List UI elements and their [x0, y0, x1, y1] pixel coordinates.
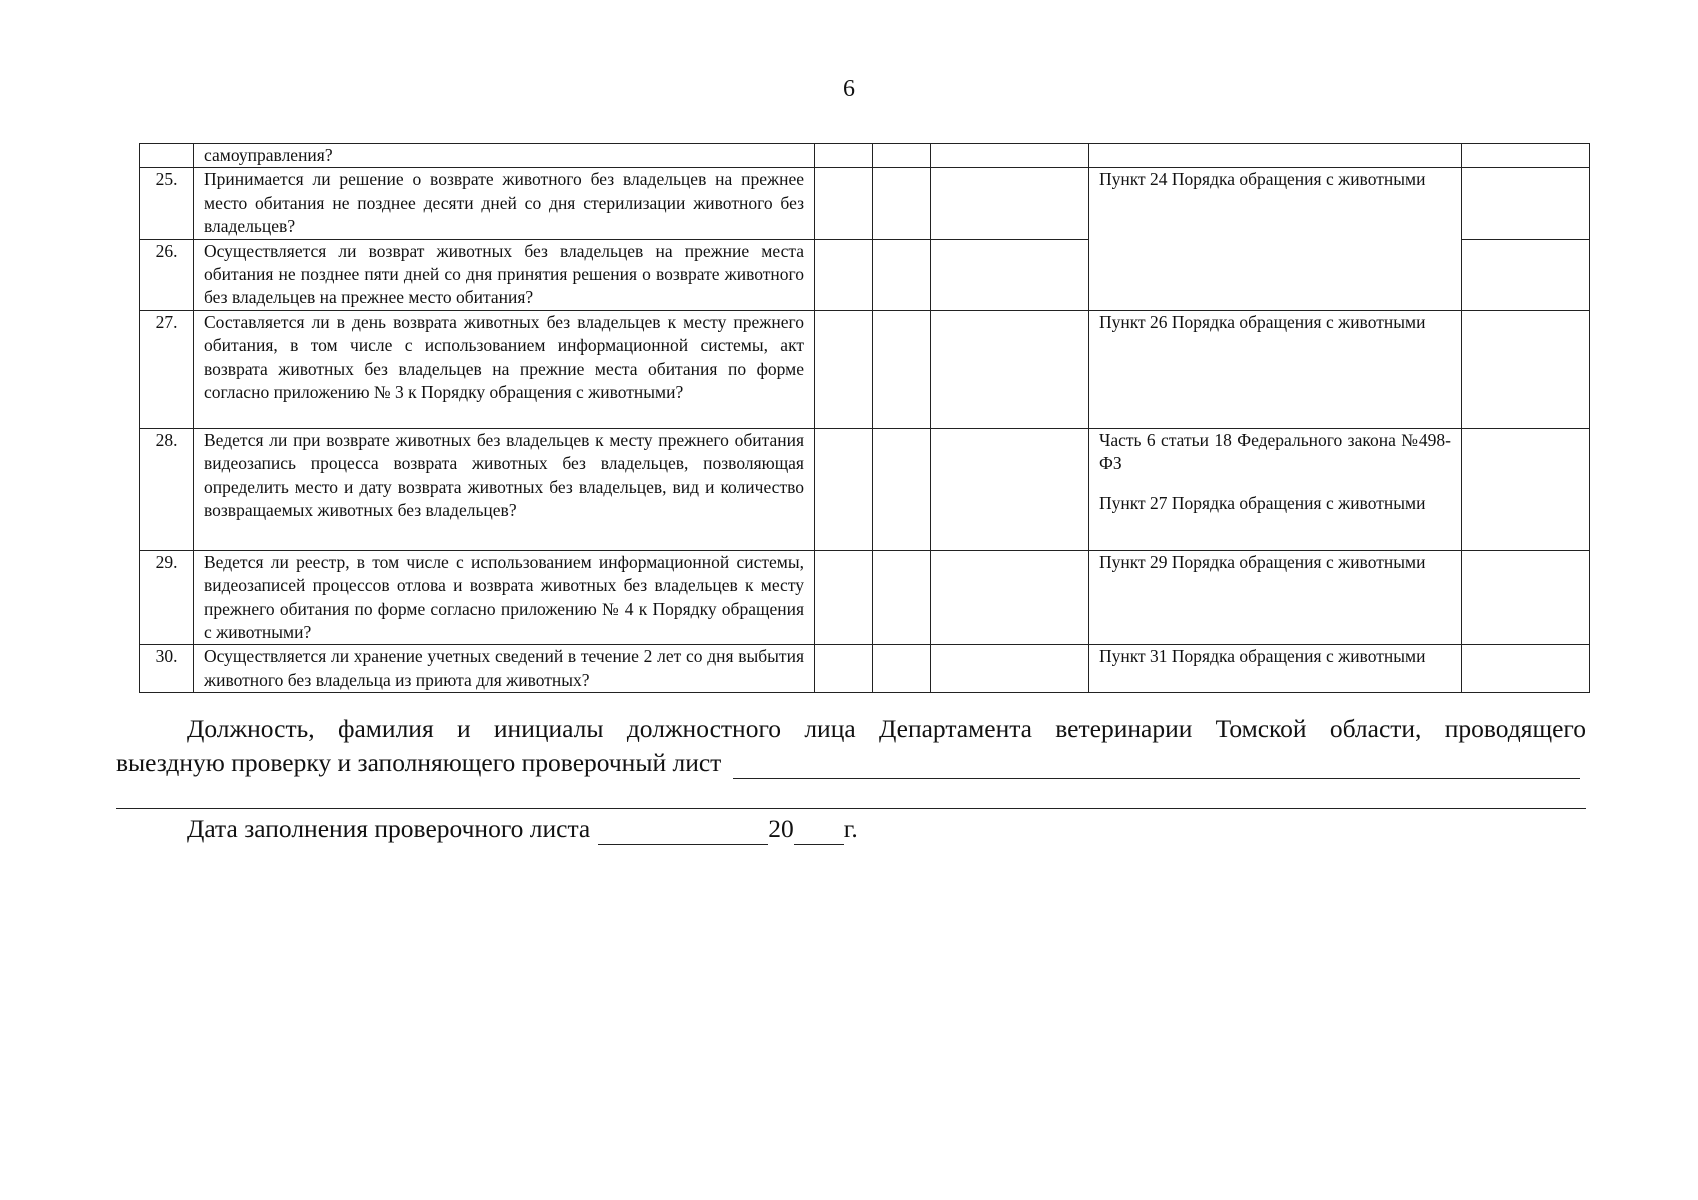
answer-no-cell [873, 310, 931, 428]
row-number: 27. [140, 310, 194, 428]
row-question: Осуществляется ли возврат животных без владельцев на прежние места обитания не позднее пяти дней со дня принятия решения о возврате животного без владельцев на прежнее место обитания? [194, 239, 815, 310]
row-question: Ведется ли при возврате животных без владельцев к месту прежнего обитания видеозапись процесса возврата животных без владельцев, позволяющая определить место и дату возврата животных без владельцев, вид и количество возвращаемых животных без владельцев? [194, 428, 815, 550]
row-question: Ведется ли реестр, в том числе с использованием информационной системы, видеозаписей процессов отлова и возврата животных без владельцев к месту прежнего обитания по форме согласно приложению № 4 к Порядку обращения с животными? [194, 550, 815, 645]
row-question: Осуществляется ли хранение учетных сведений в течение 2 лет со дня выбытия животного без владельца из приюта для животных? [194, 645, 815, 693]
reference-federal-law: Часть 6 статьи 18 Федерального закона №498-ФЗ [1099, 429, 1451, 474]
row-note-cell [1462, 168, 1590, 239]
row-note-cell [1462, 645, 1590, 693]
row-question: Составляется ли в день возврата животных без владельцев к месту прежнего обитания, в том числе с использованием информационной системы, акт возврата животных без владельцев на прежние места обитания по форме согласно приложению № 3 к Порядку обращения с животными? [194, 310, 815, 428]
row-reference: Пункт 24 Порядка обращения с животными [1089, 168, 1462, 310]
row-number: 26. [140, 239, 194, 310]
answer-no-cell [873, 645, 931, 693]
answer-no-cell [873, 239, 931, 310]
inspector-position-line [116, 746, 1586, 779]
inspector-position-label: Должность, фамилия и инициалы должностного лица Департамента ветеринарии Томской области, проводящего [187, 714, 1586, 743]
answer-na-cell [931, 428, 1089, 550]
table-row [140, 144, 1590, 168]
table-row [140, 428, 1590, 550]
answer-no-cell [873, 168, 931, 239]
answer-na-cell [931, 645, 1089, 693]
row-reference [1089, 144, 1462, 168]
fill-date-year-suffix: г. [843, 814, 858, 843]
table-row [140, 645, 1590, 693]
row-reference: Пункт 31 Порядка обращения с животными [1089, 645, 1462, 693]
answer-no-cell [873, 428, 931, 550]
answer-yes-cell [815, 550, 873, 645]
answer-na-cell [931, 550, 1089, 645]
row-reference: Пункт 29 Порядка обращения с животными [1089, 550, 1462, 645]
row-note-cell [1462, 428, 1590, 550]
answer-yes-cell [815, 239, 873, 310]
row-reference [1089, 428, 1462, 550]
row-number: 28. [140, 428, 194, 550]
row-number: 30. [140, 645, 194, 693]
inspector-position-label-cont: выездную проверку и заполняющего проверочный лист [116, 748, 722, 777]
row-note-cell [1462, 144, 1590, 168]
table-row [140, 550, 1590, 645]
answer-yes-cell [815, 428, 873, 550]
row-number: 25. [140, 168, 194, 239]
row-number: 29. [140, 550, 194, 645]
row-question: Принимается ли решение о возврате животного без владельцев на прежнее место обитания не позднее десяти дней со дня стерилизации животного без владельцев? [194, 168, 815, 239]
page-number: 6 [843, 76, 855, 102]
reference-order-item: Пункт 27 Порядка обращения с животными [1099, 492, 1426, 513]
answer-na-cell [931, 144, 1089, 168]
answer-na-cell [931, 168, 1089, 239]
answer-na-cell [931, 239, 1089, 310]
answer-yes-cell [815, 144, 873, 168]
answer-no-cell [873, 144, 931, 168]
row-number [140, 144, 194, 168]
row-note-cell [1462, 239, 1590, 310]
answer-yes-cell [815, 168, 873, 239]
answer-no-cell [873, 550, 931, 645]
row-question: самоуправления? [194, 144, 815, 168]
table-row [140, 310, 1590, 428]
answer-na-cell [931, 310, 1089, 428]
answer-yes-cell [815, 645, 873, 693]
fill-date-year-prefix: 20 [768, 814, 794, 843]
fill-date-day-month-field[interactable] [598, 817, 768, 845]
row-note-cell [1462, 550, 1590, 645]
fill-date-line [187, 812, 858, 845]
row-reference: Пункт 26 Порядка обращения с животными [1089, 310, 1462, 428]
row-note-cell [1462, 310, 1590, 428]
table-row [140, 168, 1590, 239]
fill-date-year-field[interactable] [794, 817, 844, 845]
answer-yes-cell [815, 310, 873, 428]
inspector-signature-field[interactable] [733, 751, 1580, 779]
checklist-table [139, 143, 1590, 693]
inspector-extra-line-field[interactable] [116, 808, 1586, 809]
fill-date-label: Дата заполнения проверочного листа [187, 814, 591, 843]
